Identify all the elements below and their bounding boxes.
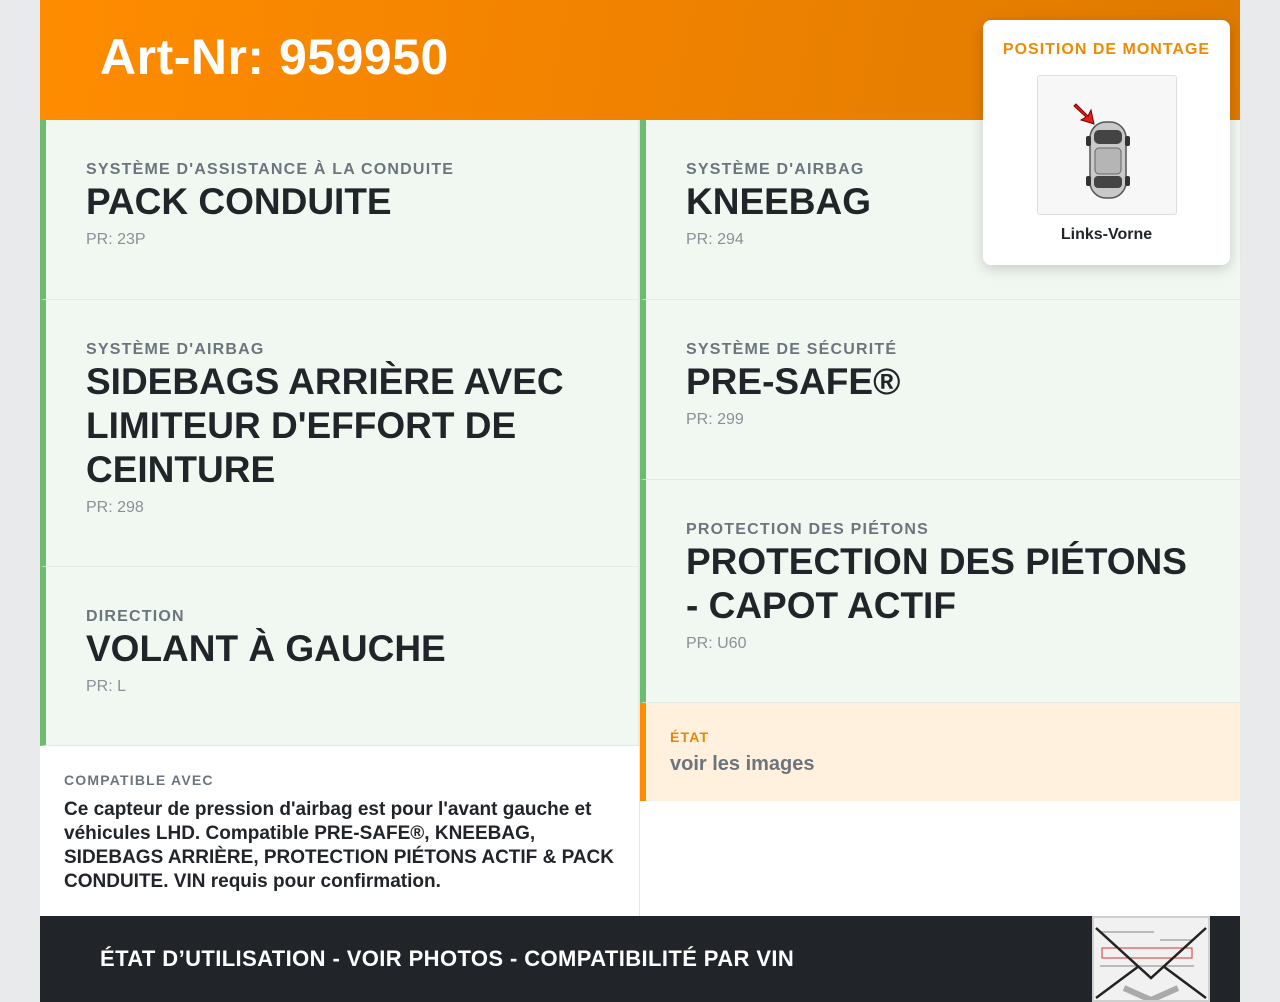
feature-category: SYSTÈME D'AIRBAG xyxy=(686,161,865,178)
feature-category: DIRECTION xyxy=(86,608,185,625)
feature-title: PRE-SAFE® xyxy=(686,361,901,402)
feature-title: PROTECTION DES PIÉTONS - CAPOT ACTIF xyxy=(686,541,1187,626)
feature-pr-code: PR: 294 xyxy=(686,231,744,248)
feature-pr-code: PR: 298 xyxy=(86,499,144,516)
feature-title: KNEEBAG xyxy=(686,181,872,222)
mounting-location-label: Links-Vorne xyxy=(1060,226,1153,243)
feature-card xyxy=(40,300,640,567)
features-left-column xyxy=(40,120,640,746)
feature-pr-code: PR: U60 xyxy=(686,635,747,652)
feature-title: PACK CONDUITE xyxy=(86,181,392,222)
state-section xyxy=(640,703,1240,801)
state-label: ÉTAT xyxy=(670,729,710,745)
feature-category: SYSTÈME D'AIRBAG xyxy=(86,341,265,358)
feature-card xyxy=(640,480,1240,703)
feature-pr-code: PR: 23P xyxy=(86,231,146,248)
mounting-position-box xyxy=(983,20,1230,265)
feature-card xyxy=(40,567,640,746)
feature-card xyxy=(40,120,640,300)
footer-text: ÉTAT D’UTILISATION - VOIR PHOTOS - COMPATIBILITÉ PAR VIN xyxy=(100,946,795,971)
car-top-view-icon[interactable] xyxy=(1037,75,1177,215)
mounting-position-title: POSITION DE MONTAGE xyxy=(1002,41,1211,58)
feature-pr-code: PR: L xyxy=(86,678,127,695)
feature-card xyxy=(640,300,1240,480)
feature-category: SYSTÈME DE SÉCURITÉ xyxy=(686,341,898,358)
state-value[interactable]: voir les images xyxy=(670,753,815,775)
feature-pr-code: PR: 299 xyxy=(686,411,744,428)
document-stamp-icon[interactable] xyxy=(1092,916,1210,1002)
footer-banner xyxy=(40,916,1240,1002)
feature-category: PROTECTION DES PIÉTONS xyxy=(686,521,930,538)
feature-category: SYSTÈME D'ASSISTANCE À LA CONDUITE xyxy=(86,161,455,178)
article-number-title: Art-Nr: 959950 xyxy=(100,29,449,85)
feature-title: SIDEBAGS ARRIÈRE AVEC LIMITEUR D'EFFORT DE CEINTURE xyxy=(86,361,564,490)
compatibility-text: Ce capteur de pression d'airbag est pour l'avant gauche et véhicules LHD. Compatible PRE-SAFE®, KNEEBAG, SIDEBAGS ARRIÈRE, PROTECTION PIÉTONS ACTIF & PACK CONDUITE. VIN requis pour confirmation. xyxy=(64,799,614,892)
feature-title: VOLANT À GAUCHE xyxy=(86,628,446,669)
compatibility-label: COMPATIBLE AVEC xyxy=(64,772,214,788)
compatibility-section xyxy=(40,746,640,916)
